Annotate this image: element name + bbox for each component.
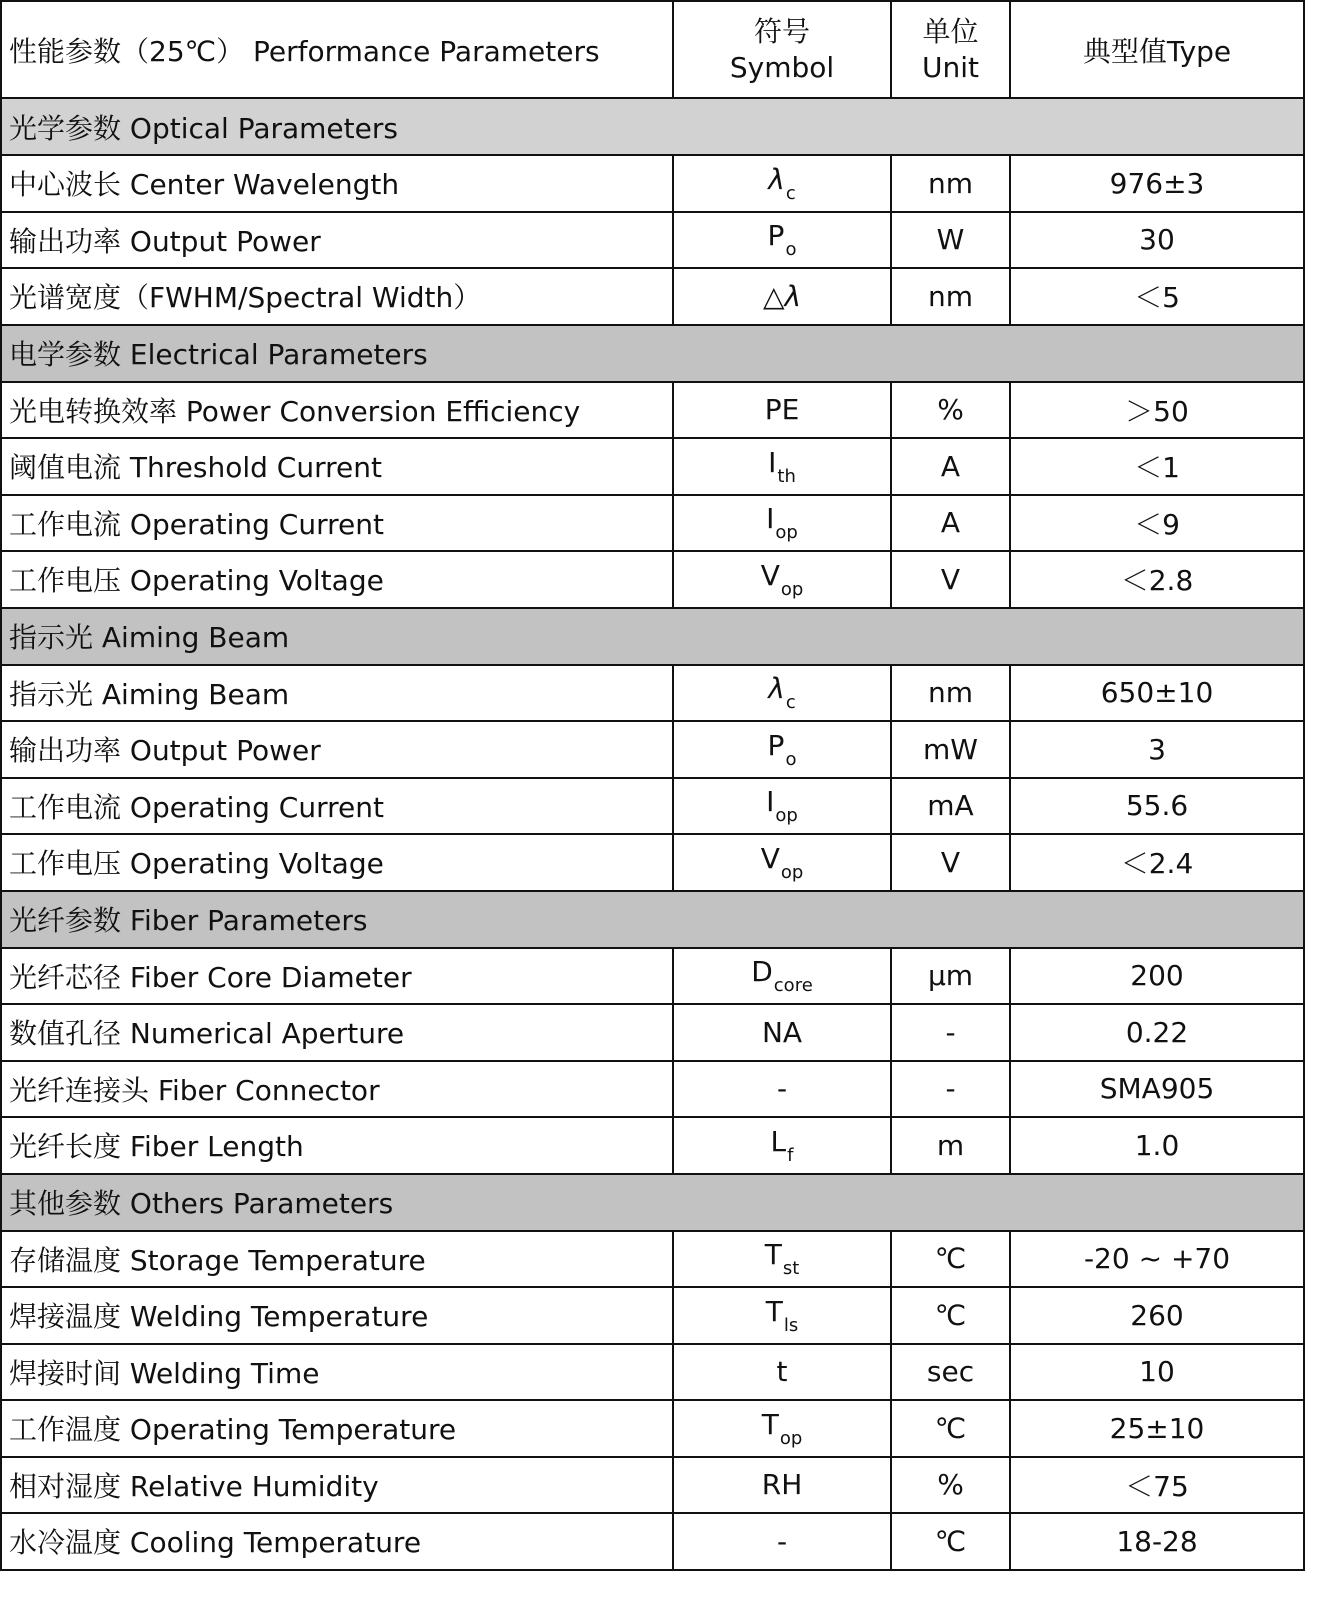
symbol-cell: [673, 948, 891, 1005]
symbol-main: V: [760, 558, 780, 592]
parameter-cell: 输出功率 Output Power: [1, 721, 673, 778]
parameter-cell: 输出功率 Output Power: [1, 212, 673, 269]
symbol-subscript: o: [785, 748, 797, 770]
value-cell: 1.0: [1010, 1117, 1304, 1174]
symbol-cell: [673, 438, 891, 495]
parameter-cell: 光谱宽度（FWHM/Spectral Width）: [1, 268, 673, 325]
value-cell: ＜1: [1010, 438, 1304, 495]
symbol-subscript: f: [787, 1144, 794, 1166]
value-cell: 3: [1010, 721, 1304, 778]
section-header-row: [1, 891, 1304, 948]
symbol-subscript: o: [785, 239, 797, 261]
parameter-cell: 光电转换效率 Power Conversion Efficiency: [1, 382, 673, 439]
section-header-row: [1, 98, 1304, 155]
section-header-row: [1, 1174, 1304, 1231]
value-cell: 200: [1010, 948, 1304, 1005]
symbol-cell: [673, 665, 891, 722]
symbol-main: I: [768, 445, 777, 479]
symbol-main: T: [764, 1238, 782, 1272]
section-header-row: [1, 325, 1304, 382]
table-row: [1, 155, 1304, 212]
symbol-main: λ: [768, 672, 785, 706]
parameter-cell: 焊接温度 Welding Temperature: [1, 1287, 673, 1344]
value-cell: 650±10: [1010, 665, 1304, 722]
symbol-cell: [673, 1344, 891, 1401]
unit-cell: ℃: [891, 1287, 1010, 1344]
parameter-cell: 工作温度 Operating Temperature: [1, 1400, 673, 1457]
symbol-main: I: [766, 785, 775, 819]
table-row: [1, 212, 1304, 269]
value-cell: 0.22: [1010, 1004, 1304, 1061]
symbol-subscript: c: [785, 692, 796, 714]
symbol-main: V: [760, 841, 780, 875]
parameter-cell: 指示光 Aiming Beam: [1, 665, 673, 722]
symbol-cell: [673, 1117, 891, 1174]
header-symbol-en: Symbol: [729, 50, 835, 84]
symbol-subscript: op: [780, 578, 804, 600]
header-symbol: [673, 1, 891, 98]
value-cell: 18-28: [1010, 1513, 1304, 1570]
section-header-row: [1, 608, 1304, 665]
unit-cell: A: [891, 438, 1010, 495]
header-value: 典型值Type: [1010, 1, 1304, 98]
symbol-subscript: op: [775, 805, 798, 827]
table-row: [1, 665, 1304, 722]
symbol-main: L: [770, 1124, 787, 1158]
symbol-cell: [673, 212, 891, 269]
symbol-cell: [673, 1004, 891, 1061]
symbol-cell: [673, 721, 891, 778]
parameter-cell: 水冷温度 Cooling Temperature: [1, 1513, 673, 1570]
value-cell: ＜75: [1010, 1457, 1304, 1514]
unit-cell: V: [891, 834, 1010, 891]
value-cell: ＜5: [1010, 268, 1304, 325]
parameter-cell: 光纤长度 Fiber Length: [1, 1117, 673, 1174]
symbol-subscript: ls: [783, 1314, 799, 1336]
table-row: [1, 382, 1304, 439]
table-body: [1, 98, 1304, 1570]
symbol-main: -: [776, 1524, 788, 1558]
unit-cell: sec: [891, 1344, 1010, 1401]
value-cell: ＜2.8: [1010, 551, 1304, 608]
symbol-cell: [673, 1400, 891, 1457]
unit-cell: nm: [891, 155, 1010, 212]
unit-cell: ℃: [891, 1400, 1010, 1457]
parameter-cell: 工作电压 Operating Voltage: [1, 551, 673, 608]
header-unit-en: Unit: [922, 50, 979, 84]
symbol-cell: [673, 1287, 891, 1344]
symbol-main: P: [767, 728, 785, 762]
unit-cell: μm: [891, 948, 1010, 1005]
parameter-cell: 工作电流 Operating Current: [1, 495, 673, 552]
header-unit: [891, 1, 1010, 98]
unit-cell: -: [891, 1061, 1010, 1118]
symbol-main: P: [767, 219, 785, 253]
value-cell: 260: [1010, 1287, 1304, 1344]
symbol-subscript: op: [775, 522, 798, 544]
unit-cell: nm: [891, 268, 1010, 325]
unit-cell: ℃: [891, 1513, 1010, 1570]
symbol-cell: [673, 1513, 891, 1570]
value-cell: 10: [1010, 1344, 1304, 1401]
symbol-cell: [673, 778, 891, 835]
symbol-subscript: st: [782, 1258, 800, 1280]
symbol-main: T: [765, 1294, 783, 1328]
table-row: [1, 1117, 1304, 1174]
table-row: [1, 1513, 1304, 1570]
table-row: [1, 834, 1304, 891]
symbol-main: t: [776, 1355, 788, 1389]
table-row: [1, 495, 1304, 552]
unit-cell: -: [891, 1004, 1010, 1061]
table-row: [1, 1287, 1304, 1344]
section-title: 电学参数 Electrical Parameters: [1, 325, 1304, 382]
parameter-cell: 焊接时间 Welding Time: [1, 1344, 673, 1401]
value-cell: ＜9: [1010, 495, 1304, 552]
value-cell: 25±10: [1010, 1400, 1304, 1457]
table-row: [1, 438, 1304, 495]
parameter-cell: 工作电流 Operating Current: [1, 778, 673, 835]
symbol-cell: [673, 551, 891, 608]
value-cell: 976±3: [1010, 155, 1304, 212]
symbol-subscript: th: [777, 465, 796, 487]
symbol-cell: [673, 155, 891, 212]
symbol-main: T: [761, 1407, 779, 1441]
parameter-cell: 相对湿度 Relative Humidity: [1, 1457, 673, 1514]
table-header-row: [1, 1, 1304, 98]
unit-cell: m: [891, 1117, 1010, 1174]
table-row: [1, 1061, 1304, 1118]
unit-cell: V: [891, 551, 1010, 608]
table-row: [1, 1231, 1304, 1288]
symbol-main: I: [766, 502, 775, 536]
section-title: 指示光 Aiming Beam: [1, 608, 1304, 665]
value-cell: ＜2.4: [1010, 834, 1304, 891]
symbol-subscript: op: [780, 861, 804, 883]
unit-cell: mW: [891, 721, 1010, 778]
value-cell: ＞50: [1010, 382, 1304, 439]
symbol-main: -: [776, 1072, 788, 1106]
section-title: 光学参数 Optical Parameters: [1, 98, 1304, 155]
table-row: [1, 1457, 1304, 1514]
table-row: [1, 551, 1304, 608]
symbol-main: λ: [768, 162, 785, 196]
symbol-cell: [673, 1061, 891, 1118]
parameter-cell: 工作电压 Operating Voltage: [1, 834, 673, 891]
symbol-cell: [673, 495, 891, 552]
table-row: [1, 778, 1304, 835]
unit-cell: %: [891, 1457, 1010, 1514]
symbol-cell: [673, 834, 891, 891]
header-unit-cn: 单位: [922, 14, 979, 48]
unit-cell: A: [891, 495, 1010, 552]
value-cell: -20 ~ +70: [1010, 1231, 1304, 1288]
parameter-cell: 存储温度 Storage Temperature: [1, 1231, 673, 1288]
symbol-main: RH: [761, 1468, 803, 1502]
parameter-cell: 中心波长 Center Wavelength: [1, 155, 673, 212]
value-cell: SMA905: [1010, 1061, 1304, 1118]
symbol-main: PE: [764, 393, 800, 427]
parameter-cell: 数值孔径 Numerical Aperture: [1, 1004, 673, 1061]
parameter-cell: 光纤连接头 Fiber Connector: [1, 1061, 673, 1118]
parameter-cell: 光纤芯径 Fiber Core Diameter: [1, 948, 673, 1005]
table-row: [1, 268, 1304, 325]
symbol-cell: [673, 382, 891, 439]
header-symbol-cn: 符号: [753, 14, 810, 48]
table-row: [1, 948, 1304, 1005]
symbol-main: D: [751, 955, 773, 989]
table-row: [1, 1344, 1304, 1401]
value-cell: 30: [1010, 212, 1304, 269]
unit-cell: %: [891, 382, 1010, 439]
symbol-cell: [673, 1231, 891, 1288]
value-cell: 55.6: [1010, 778, 1304, 835]
symbol-main: △λ: [762, 279, 802, 313]
symbol-cell: [673, 268, 891, 325]
symbol-subscript: op: [779, 1427, 803, 1449]
symbol-cell: [673, 1457, 891, 1514]
symbol-main: NA: [761, 1015, 803, 1049]
table-row: [1, 721, 1304, 778]
unit-cell: nm: [891, 665, 1010, 722]
unit-cell: mA: [891, 778, 1010, 835]
table-row: [1, 1004, 1304, 1061]
symbol-subscript: core: [773, 975, 813, 997]
unit-cell: W: [891, 212, 1010, 269]
parameter-cell: 阈值电流 Threshold Current: [1, 438, 673, 495]
unit-cell: ℃: [891, 1231, 1010, 1288]
header-parameter: 性能参数（25℃） Performance Parameters: [1, 1, 673, 98]
symbol-subscript: c: [785, 182, 796, 204]
table-row: [1, 1400, 1304, 1457]
section-title: 其他参数 Others Parameters: [1, 1174, 1304, 1231]
section-title: 光纤参数 Fiber Parameters: [1, 891, 1304, 948]
